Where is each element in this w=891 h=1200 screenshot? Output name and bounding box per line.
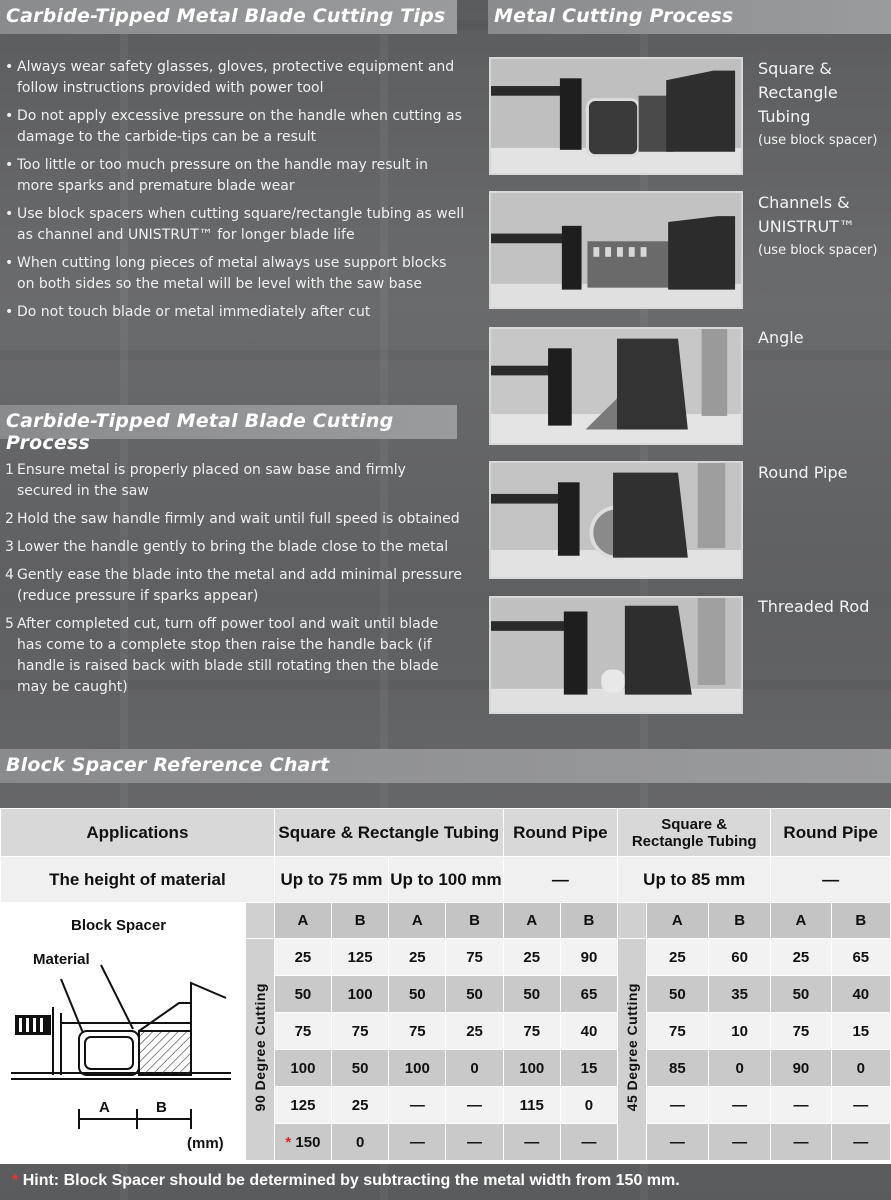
step-number: 1: [5, 462, 14, 478]
col-a: A: [389, 903, 446, 939]
cell: 0: [708, 1050, 770, 1087]
cell: 75: [446, 939, 503, 976]
cell: —: [708, 1087, 770, 1124]
cell: 50: [503, 976, 560, 1013]
tip-item: • Always wear safety glasses, gloves, protective equipment and follow instructions provided with power tool: [5, 57, 465, 99]
cell: 0: [332, 1124, 389, 1161]
step-number: 4: [5, 567, 14, 583]
hint-body: Hint: Block Spacer should be determined by subtracting the metal width from 150 mm.: [22, 1172, 680, 1189]
cell: 35: [708, 976, 770, 1013]
cell: 115: [503, 1087, 560, 1124]
cell: —: [831, 1124, 890, 1161]
col-a: A: [646, 903, 708, 939]
star-mark: *: [285, 1133, 292, 1151]
caption-line: Square &: [758, 59, 832, 78]
cell: —: [446, 1124, 503, 1161]
cell: —: [771, 1124, 831, 1161]
process-section-title: Metal Cutting Process: [488, 0, 891, 34]
cell: 100: [274, 1050, 331, 1087]
cell: 75: [389, 1013, 446, 1050]
height-label: The height of material: [1, 857, 275, 903]
tips-section-title: Carbide-Tipped Metal Blade Cutting Tips: [0, 0, 457, 34]
diagram-b-label: B: [156, 1099, 167, 1116]
spacer-cell: [618, 903, 647, 939]
label-45-text: 45 Degree Cutting: [623, 983, 640, 1112]
tip-item: • Too little or too much pressure on the handle may result in more sparks and premature blade wear: [5, 155, 465, 197]
cell: —: [646, 1124, 708, 1161]
step-item: [5, 537, 465, 558]
cell: 125: [274, 1087, 331, 1124]
cell: —: [389, 1124, 446, 1161]
cell: 0: [446, 1050, 503, 1087]
cell: 25: [446, 1013, 503, 1050]
cell: 75: [646, 1013, 708, 1050]
cell: —: [560, 1124, 617, 1161]
diagram-unit-label: (mm): [187, 1135, 224, 1152]
cell: 75: [771, 1013, 831, 1050]
cell-value: 150: [295, 1133, 321, 1151]
cell: 50: [332, 1050, 389, 1087]
step-text: After completed cut, turn off power tool and wait until blade has come to a complete stop then raise the handle back (if handle is raised back with blade still rotating then the blade may be caught): [17, 616, 439, 695]
col-a: A: [503, 903, 560, 939]
header-line: Rectangle Tubing: [631, 832, 757, 850]
diagram-block-label: Block Spacer: [71, 917, 167, 934]
chart-section-title: Block Spacer Reference Chart: [0, 749, 891, 783]
col-b: B: [831, 903, 890, 939]
photo-square-tubing: [489, 57, 743, 175]
step-item: [5, 565, 465, 607]
round-pipe-header: Round Pipe: [503, 809, 617, 857]
cell: 15: [831, 1013, 890, 1050]
step-item: [5, 614, 465, 698]
hint-text: [12, 1172, 680, 1190]
steps-list: [5, 460, 465, 705]
cell: 0: [560, 1087, 617, 1124]
height-85: Up to 85 mm: [618, 857, 771, 903]
col-a: A: [771, 903, 831, 939]
caption-round-pipe: Round Pipe: [758, 463, 848, 482]
cell: 25: [771, 939, 831, 976]
caption-line: UNISTRUT™: [758, 217, 855, 236]
cell: 125: [332, 939, 389, 976]
block-spacer-table: [0, 808, 891, 1164]
cell: 100: [503, 1050, 560, 1087]
cell: 90: [560, 939, 617, 976]
height-dash: —: [771, 857, 891, 903]
cell: —: [771, 1087, 831, 1124]
cell: 100: [332, 976, 389, 1013]
cell-starred: [274, 1124, 331, 1161]
photo-angle: [489, 327, 743, 445]
cell: 25: [646, 939, 708, 976]
cell: 50: [771, 976, 831, 1013]
label-90-text: 90 Degree Cutting: [252, 983, 268, 1112]
cell: —: [446, 1087, 503, 1124]
cell: 75: [332, 1013, 389, 1050]
step-number: 5: [5, 616, 14, 632]
caption-sub: (use block spacer): [758, 243, 878, 258]
cell: 75: [503, 1013, 560, 1050]
hint-star: *: [12, 1172, 19, 1189]
col-b: B: [560, 903, 617, 939]
tip-item: • Use block spacers when cutting square/rectangle tubing as well as channel and UNISTRUT™ for longer blade life: [5, 204, 465, 246]
cell: 50: [274, 976, 331, 1013]
cell: 40: [831, 976, 890, 1013]
cell: —: [389, 1087, 446, 1124]
cell: 100: [389, 1050, 446, 1087]
height-dash: —: [503, 857, 617, 903]
photo-threaded-rod: [489, 596, 743, 714]
height-100: Up to 100 mm: [389, 857, 503, 903]
spacer-cell: [246, 903, 275, 939]
cell: 85: [646, 1050, 708, 1087]
cell: 50: [646, 976, 708, 1013]
caption-angle: Angle: [758, 328, 804, 347]
diagram-a-label: A: [99, 1099, 110, 1116]
cell: 10: [708, 1013, 770, 1050]
col-b: B: [332, 903, 389, 939]
cell: 15: [560, 1050, 617, 1087]
caption-line: Channels &: [758, 193, 850, 212]
cell: 50: [446, 976, 503, 1013]
tip-item: • Do not touch blade or metal immediately after cut: [5, 302, 465, 323]
step-item: [5, 509, 465, 530]
caption-threaded-rod: Threaded Rod: [758, 597, 870, 616]
col-b: B: [446, 903, 503, 939]
cell: 25: [389, 939, 446, 976]
photo-channels: [489, 191, 743, 309]
cell: 25: [332, 1087, 389, 1124]
cell: —: [503, 1124, 560, 1161]
cell: 60: [708, 939, 770, 976]
cell: 75: [274, 1013, 331, 1050]
cutting-process-section-title: Carbide-Tipped Metal Blade Cutting Process: [0, 405, 457, 439]
tips-list: [5, 57, 465, 330]
step-text: Ensure metal is properly placed on saw base and firmly secured in the saw: [17, 462, 406, 499]
cell: 65: [831, 939, 890, 976]
cell: —: [831, 1087, 890, 1124]
header-line: Square &: [661, 815, 728, 833]
cell: 0: [831, 1050, 890, 1087]
label-45-degree: [618, 939, 647, 1161]
step-item: [5, 460, 465, 502]
cell: —: [708, 1124, 770, 1161]
tip-item: • When cutting long pieces of metal always use support blocks on both sides so the metal will be level with the saw base: [5, 253, 465, 295]
cell: 50: [389, 976, 446, 1013]
step-text: Lower the handle gently to bring the blade close to the metal: [17, 539, 449, 555]
caption-line: Rectangle Tubing: [758, 83, 838, 126]
cell: 25: [274, 939, 331, 976]
col-b: B: [708, 903, 770, 939]
height-75: Up to 75 mm: [274, 857, 388, 903]
step-number: 2: [5, 511, 14, 527]
step-text: Gently ease the blade into the metal and add minimal pressure (reduce pressure if sparks appear): [17, 567, 462, 604]
label-90-degree: [246, 939, 275, 1161]
square-tubing-45-header: [618, 809, 771, 857]
caption-sub: (use block spacer): [758, 133, 878, 148]
step-number: 3: [5, 539, 14, 555]
col-a: A: [274, 903, 331, 939]
cell: 90: [771, 1050, 831, 1087]
cell: —: [646, 1087, 708, 1124]
cell: 65: [560, 976, 617, 1013]
applications-header: Applications: [1, 809, 275, 857]
photo-round-pipe: [489, 461, 743, 579]
block-spacer-diagram: [1, 903, 246, 1161]
cell: 25: [503, 939, 560, 976]
round-pipe-45-header: Round Pipe: [771, 809, 891, 857]
step-text: Hold the saw handle firmly and wait until full speed is obtained: [17, 511, 460, 527]
cell: 40: [560, 1013, 617, 1050]
square-tubing-header: Square & Rectangle Tubing: [274, 809, 503, 857]
tip-item: • Do not apply excessive pressure on the handle when cutting as damage to the carbide-tips can be a result: [5, 106, 465, 148]
diagram-material-label: Material: [33, 951, 90, 968]
caption-square-tubing: [758, 57, 891, 153]
caption-channels: [758, 191, 891, 263]
